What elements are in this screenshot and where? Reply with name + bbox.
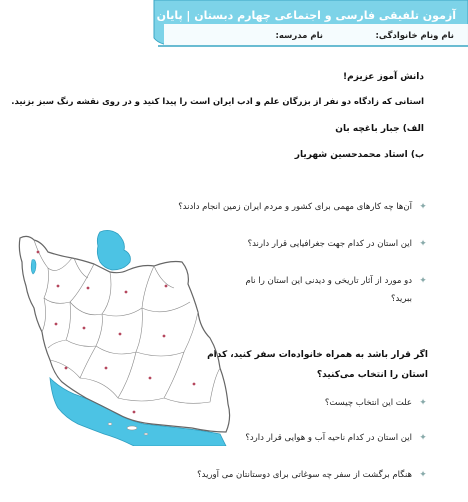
diamond-bullet-icon: ✦ <box>419 276 427 286</box>
greeting: دانش آموز عزیزم! <box>343 72 424 82</box>
question-1: ✦آن‌ها چه کارهای مهمی برای کشور و مردم ایران زمین انجام دادند؟ <box>178 202 427 212</box>
diamond-bullet-icon: ✦ <box>419 239 427 249</box>
question-3-cont: ببرید؟ <box>391 294 412 304</box>
name-field-label: نام ونام خانوادگی: <box>375 31 454 41</box>
caspian-sea <box>97 230 130 270</box>
school-field-label: نام مدرسه: <box>275 31 323 41</box>
diamond-bullet-icon: ✦ <box>419 398 427 408</box>
header-banner <box>102 0 468 58</box>
diamond-bullet-icon: ✦ <box>419 202 427 212</box>
diamond-bullet-icon: ✦ <box>419 470 427 480</box>
iran-map-icon <box>14 228 236 446</box>
question-6: ✦هنگام برگشت از سفر چه سوغاتی برای دوستانتان می آورید؟ <box>197 470 427 480</box>
question-3: ✦دو مورد از آثار تاریخی و دیدنی این استان را نام <box>245 276 427 286</box>
instruction: استانی که زادگاه دو نفر از بزرگان علم و ادب ایران است را پیدا کنید و در روی نقشه رنگ سبز بزنید. <box>11 96 424 106</box>
trip-line-1: اگر قرار باشد به همراه خانواده‌ات سفر کنید، کدام <box>207 350 428 360</box>
persian-gulf <box>50 378 226 446</box>
item-a: الف) جبار باغچه بان <box>335 124 424 134</box>
diamond-bullet-icon: ✦ <box>419 433 427 443</box>
question-5: ✦این استان در کدام ناحیه آب و هوایی قرار دارد؟ <box>245 433 427 443</box>
question-2: ✦این استان در کدام جهت جغرافیایی قرار دارند؟ <box>247 239 427 249</box>
exam-title: آزمون تلفیقی فارسی و اجتماعی چهارم دبستان | پایان اسفندماه <box>102 9 456 22</box>
question-4: ✦علت این انتخاب چیست؟ <box>324 398 427 408</box>
trip-line-2: استان را انتخاب می‌کنید؟ <box>316 370 428 380</box>
item-b: ب) استاد محمدحسین شهریار <box>294 150 424 160</box>
lake-urmia <box>31 260 36 275</box>
